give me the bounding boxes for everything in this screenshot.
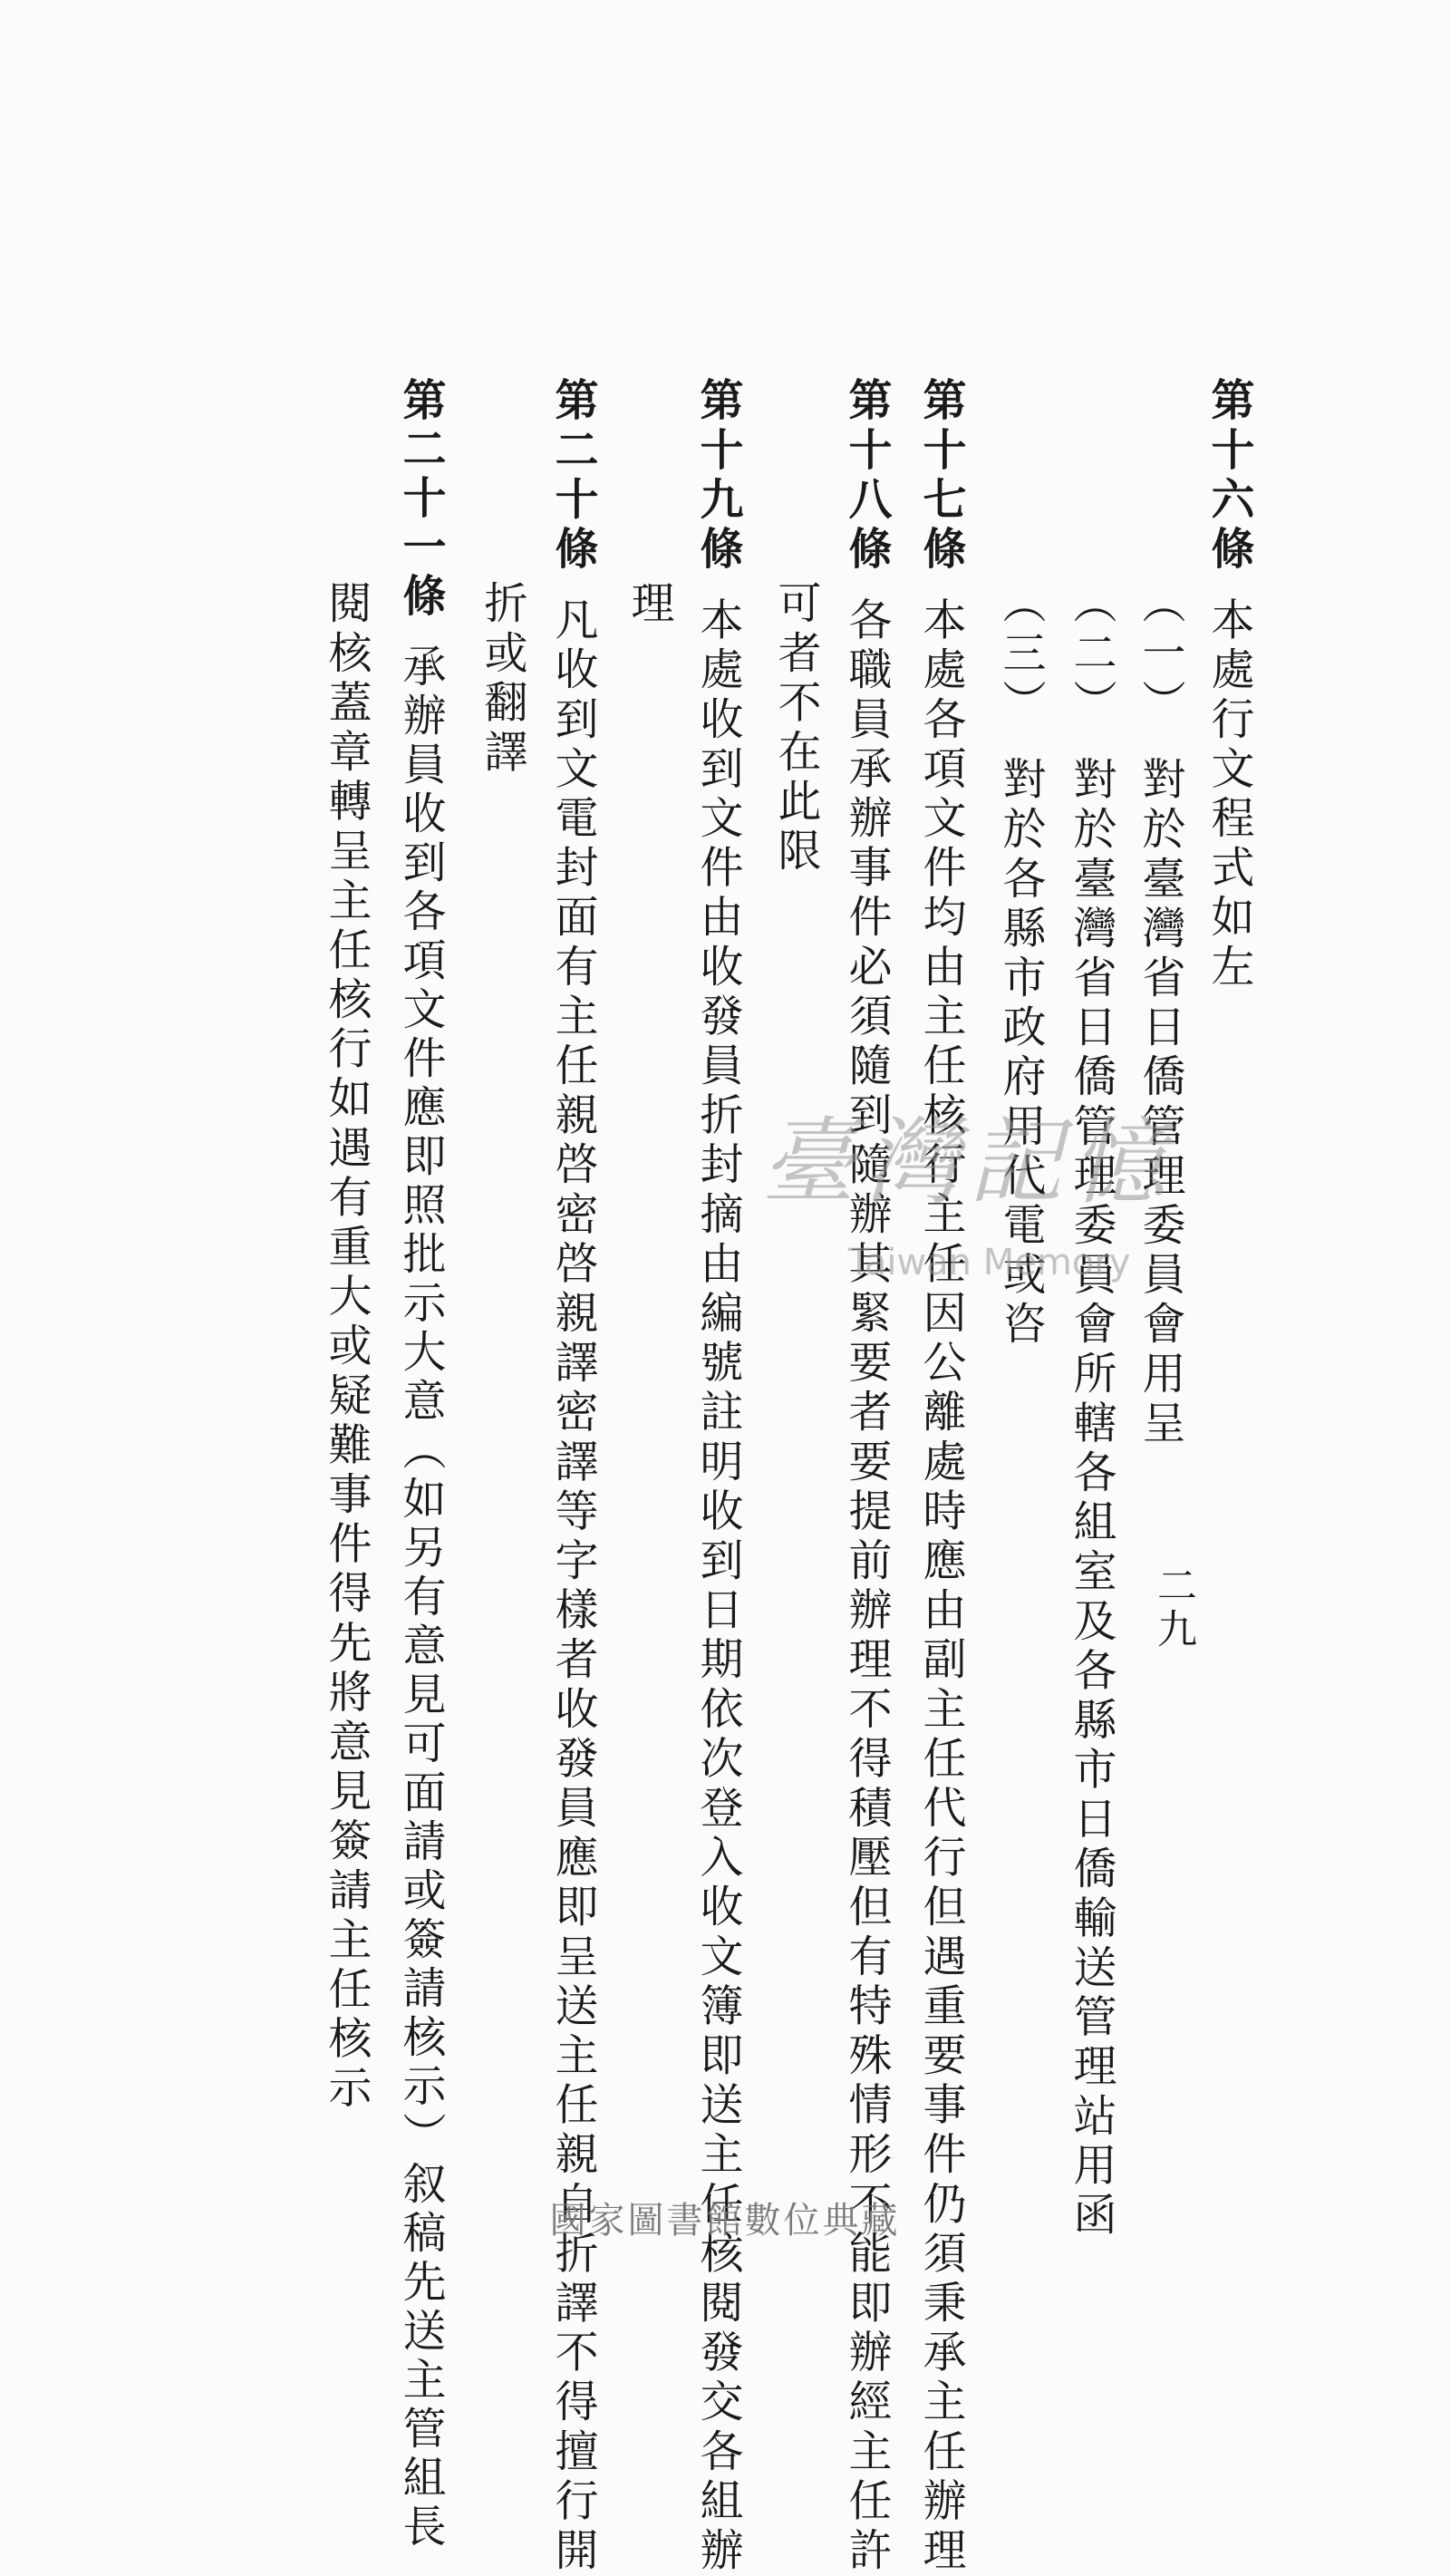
article-16-item-3-text: （三） 對於各縣市政府用代電或咨 [995,580,1046,1351]
article-21-continuation [321,580,372,2115]
article-20-continuation [477,580,527,779]
article-16-column [1204,377,1254,993]
article-16-item-1 [1135,580,1185,1449]
article-19-text: 本處收到文件由收發員折封摘由編號註明收到日期依次登入收文簿即送主任核閱發交各組辦 [692,596,743,2576]
article-17-heading: 第十七條 [915,377,966,576]
article-18-column [841,377,892,2576]
article-18-continuation [770,580,821,877]
watermark-english-text: Taiwan Memory [848,1242,1131,1283]
watermark-chinese-text: 臺灣記憶 [761,1107,1175,1217]
article-16-text: 本處行文程式如左 [1204,596,1254,993]
article-19-heading: 第十九條 [692,377,743,576]
article-18-heading: 第十八條 [841,377,892,576]
article-17-text: 本處各項文件均由主任核行主任因公離處時應由副主任代行但遇重要事件仍須秉承主任辦理 [915,596,966,2576]
footer-archive-label: 國家圖書館數位典藏 [549,2200,901,2242]
article-21-continuation-text: 閱核蓋章轉呈主任核行如遇有重大或疑難事件得先將意見簽請主任核示 [321,580,372,2115]
article-20-heading: 第二十條 [547,377,598,576]
article-19-column [692,377,743,2576]
article-16-item-2-text: （二） 對於臺灣省日僑管理委員會所轄各組室及各縣市日僑輸送管理站用函 [1066,580,1116,2242]
article-16-item-2 [1066,580,1116,2242]
article-19-continuation-text: 理 [624,580,674,630]
page-number: 二九 [1150,1564,1196,1651]
article-18-continuation-text: 可者不在此限 [770,580,821,877]
article-16-item-1-text: （一） 對於臺灣省日僑管理委員會用呈 [1135,580,1185,1449]
article-21-heading: 第二十一條 [395,377,446,622]
article-20-column [547,377,598,2576]
article-21-text: 承辦員收到各項文件應即照批示大意（如另有意見可面請或簽請核示）叙稿先送主管組長 [395,644,446,2552]
article-17-column [915,377,966,2576]
article-20-text: 凡收到文電封面有主任親啓密啓親譯密譯等字樣者收發員應即呈送主任親自折譯不得擅行開 [547,596,598,2576]
article-20-continuation-text: 折或翻譯 [477,580,527,779]
article-18-text: 各職員承辦事件必須隨到隨辦其緊要者要提前辦理不得積壓但有特殊情形不能即辦經主任許 [841,596,892,2576]
taiwan-memory-watermark [761,1107,1232,1283]
article-19-continuation [624,580,674,630]
article-16-heading: 第十六條 [1204,377,1254,576]
